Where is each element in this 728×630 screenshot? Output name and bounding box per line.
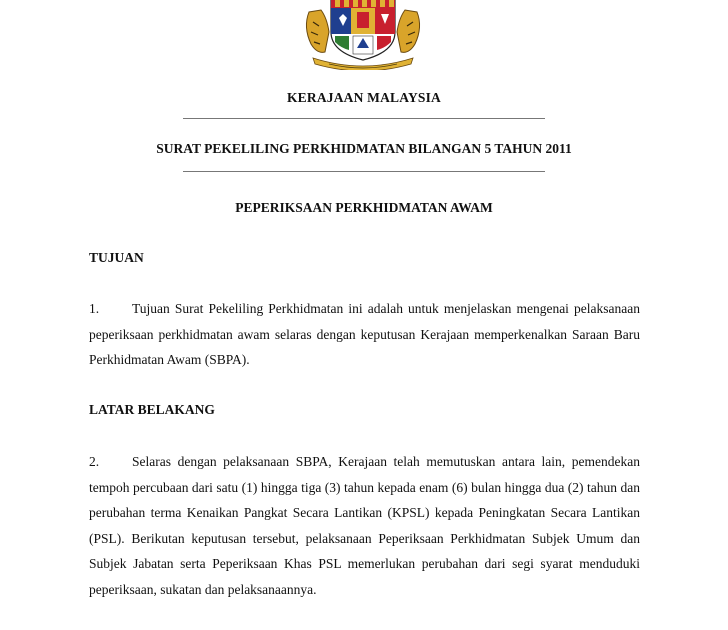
section-heading-tujuan: TUJUAN [89, 250, 144, 265]
paragraph-1 [89, 296, 640, 373]
paragraph-number: 2. [89, 454, 100, 469]
divider-line [183, 118, 545, 119]
paragraph-text: Selaras dengan pelaksanaan SBPA, Kerajaan telah memutuskan antara lain, pemendekan tempoh percubaan dari satu (1) hingga tiga (3) tahun kepada enam (6) bulan hingga dua (2) tahun dan perubahan terma Kenaikan Pangkat Secara Lantikan (KPSL) kepada Peningkatan Secara Lantikan (PSL). Berikutan keputusan tersebut, pelaksanaan Peperiksaan Perkhidmatan Subjek Umum dan Subjek Jabatan serta Peperiksaan Khas PSL memerlukan perubahan dari segi syarat menduduki peperiksaan, sukatan dan pelaksanaannya. [89, 454, 640, 597]
paragraph-number: 1. [89, 301, 100, 316]
coat-of-arms-icon [299, 0, 427, 70]
divider-line [183, 171, 545, 172]
circular-title: SURAT PEKELILING PERKHIDMATAN BILANGAN 5 TAHUN 2011 [156, 141, 572, 156]
paragraph-2 [89, 449, 640, 602]
paragraph-text: Tujuan Surat Pekeliling Perkhidmatan ini adalah untuk menjelaskan mengenai pelaksanaan peperiksaan perkhidmatan awam selaras dengan keputusan Kerajaan memperkenalkan Saraan Baru Perkhidmatan Awam (SBPA). [89, 301, 640, 367]
subject-title: PEPERIKSAAN PERKHIDMATAN AWAM [235, 200, 493, 215]
section-heading-latar-belakang: LATAR BELAKANG [89, 402, 215, 417]
government-title: KERAJAAN MALAYSIA [286, 90, 442, 105]
